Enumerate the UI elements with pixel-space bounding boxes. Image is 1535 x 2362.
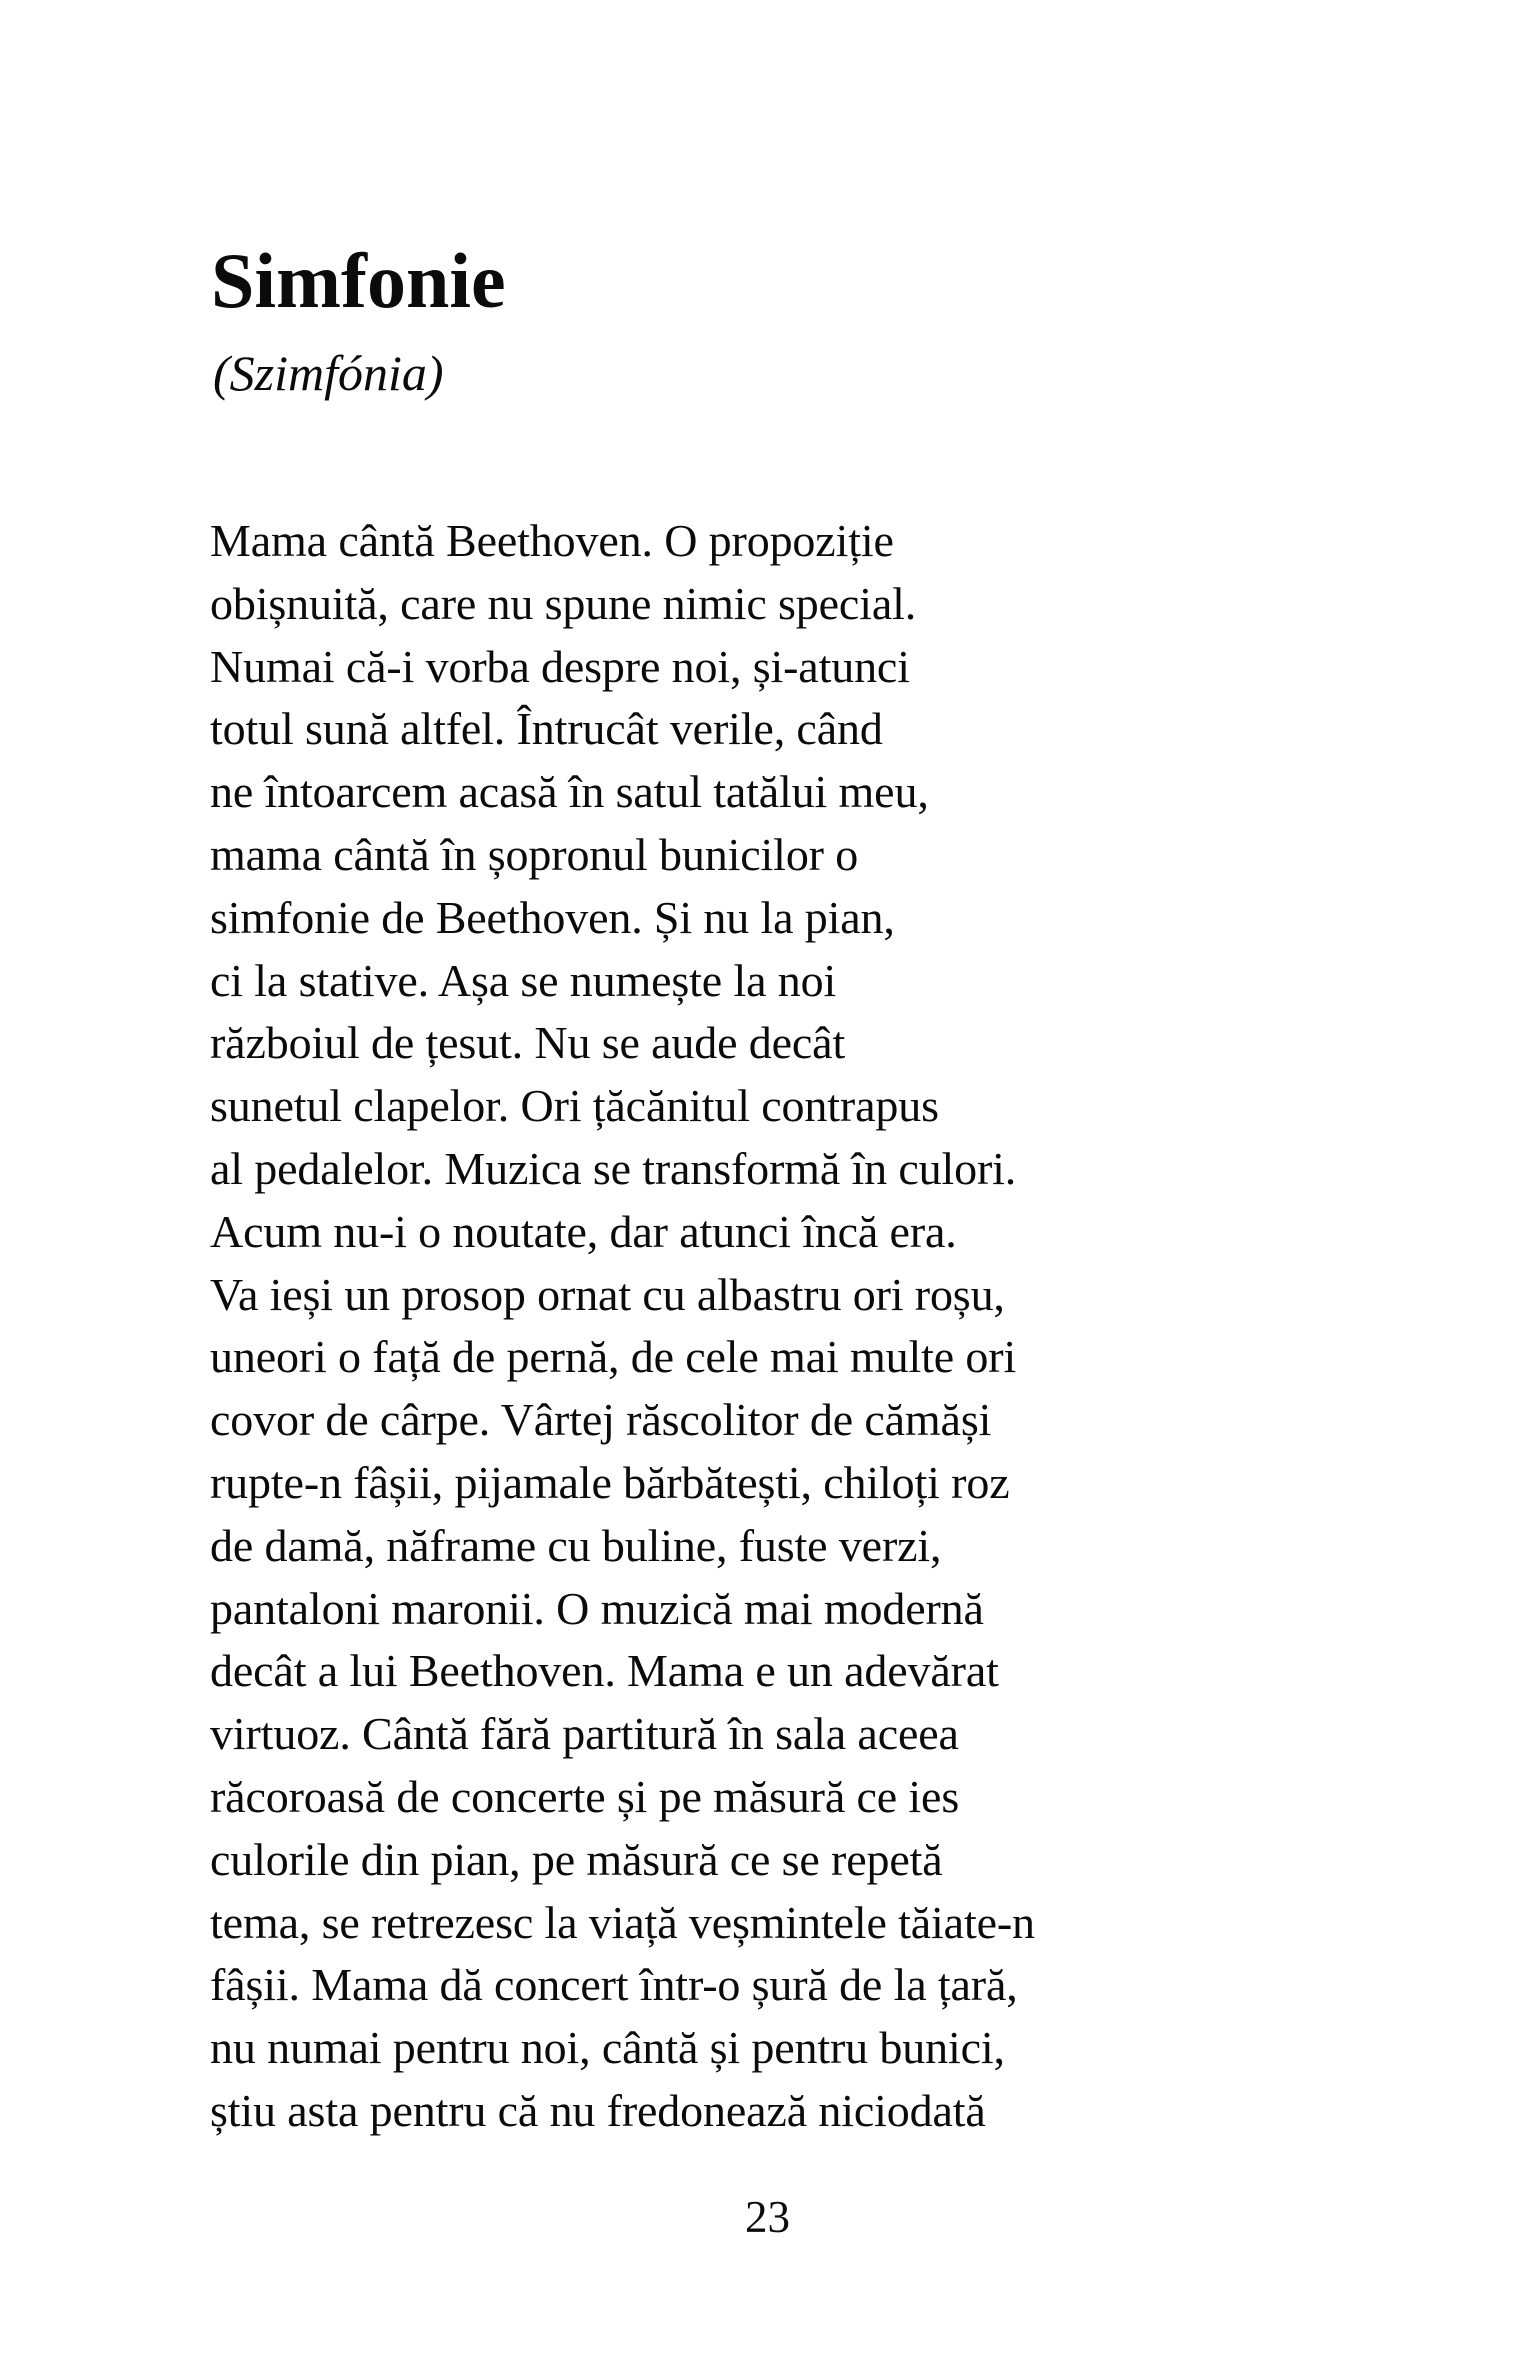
page-title: Simfonie (211, 237, 506, 324)
poem-line: fâșii. Mama dă concert într-o șură de la țară, (210, 1959, 1018, 2011)
page-number: 23 (745, 2192, 790, 2242)
poem-line: războiul de țesut. Nu se aude decât (210, 1017, 846, 1069)
poem-line: pantaloni maronii. O muzică mai modernă (210, 1582, 984, 1634)
poem-line: sunetul clapelor. Ori țăcănitul contrapus (210, 1080, 939, 1132)
poem-line: ci la stative. Așa se numește la noi (210, 954, 837, 1006)
poem-line: culorile din pian, pe măsură ce se repetă (210, 1833, 943, 1885)
poem-line: obișnuită, care nu spune nimic special. (210, 577, 917, 629)
poem-line: Mama cântă Beethoven. O propoziție (210, 515, 894, 566)
poem-line: nu numai pentru noi, cântă și pentru bunici, (210, 2022, 1005, 2074)
poem-line: știu asta pentru că nu fredonează niciodată (210, 2084, 986, 2136)
poem-line: uneori o față de pernă, de cele mai multe ori (210, 1331, 1017, 1383)
poem-line: virtuoz. Cântă fără partitură în sala aceea (210, 1708, 959, 1760)
poem-line: decât a lui Beethoven. Mama e un adevărat (210, 1645, 999, 1697)
poem-line: ne întoarcem acasă în satul tatălui meu, (210, 766, 929, 818)
poem-line: simfonie de Beethoven. Și nu la pian, (210, 891, 895, 943)
poem-line: Numai că-i vorba despre noi, și-atunci (210, 640, 910, 692)
poem-line: al pedalelor. Muzica se transformă în culori. (210, 1142, 1017, 1194)
poem-line: mama cântă în șopronul bunicilor o (210, 828, 859, 880)
poem-line: totul sună altfel. Întrucât verile, când (210, 703, 883, 755)
poem-body (210, 510, 1360, 2143)
poem-line: tema, se retrezesc la viață veșmintele tăiate-n (210, 1896, 1035, 1948)
page-subtitle: (Szimfónia) (213, 345, 444, 401)
poem-line: rupte-n fâșii, pijamale bărbătești, chiloți roz (210, 1456, 1010, 1508)
poem-line: de damă, năframe cu buline, fuste verzi, (210, 1519, 942, 1571)
poem-line: răcoroasă de concerte și pe măsură ce ies (210, 1770, 960, 1822)
poem-line: Acum nu-i o noutate, dar atunci încă era. (210, 1205, 957, 1257)
poem-line: covor de cârpe. Vârtej răscolitor de cămăși (210, 1394, 992, 1446)
poem-line: Va ieși un prosop ornat cu albastru ori roșu, (210, 1268, 1005, 1320)
